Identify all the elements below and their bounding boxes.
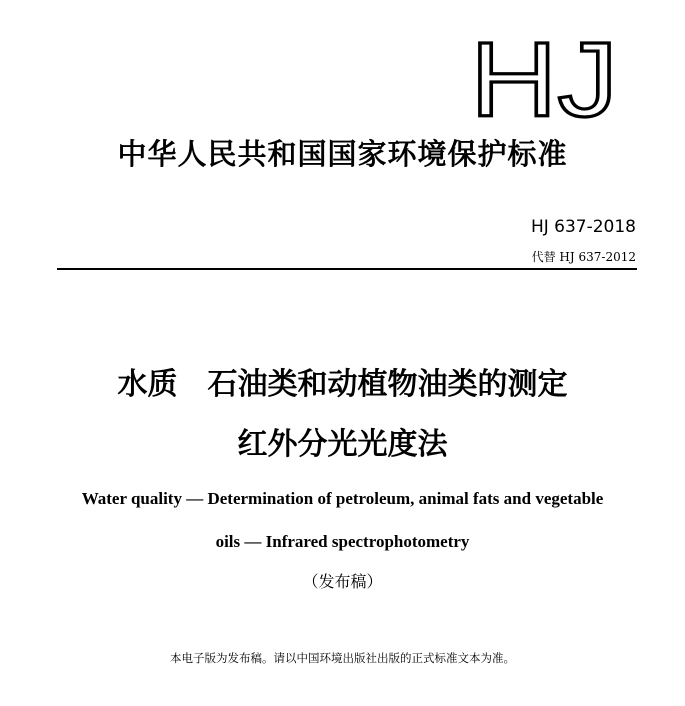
standard-number: HJ 637-2018 — [530, 217, 636, 237]
standard-organization-heading: 中华人民共和国国家环境保护标准 — [117, 137, 568, 171]
chinese-title-line-1: 水质 石油类和动植物油类的测定 — [117, 367, 568, 402]
header-divider — [57, 268, 637, 270]
hj-logo — [470, 30, 620, 130]
replaces-standard: 代替 HJ 637-2012 — [531, 250, 636, 264]
english-title-line-2: oils — Infrared spectrophotometry — [215, 532, 470, 551]
chinese-title-line-2: 红外分光光度法 — [237, 427, 448, 462]
footer-note: 本电子版为发布稿。请以中国环境出版社出版的正式标准文本为准。 — [170, 651, 515, 665]
hj-logo-text: HJ — [470, 30, 618, 130]
english-title-line-1: Water quality — Determination of petroleum, animal fats and vegetable — [81, 489, 604, 508]
draft-label: （发布稿） — [302, 572, 383, 591]
